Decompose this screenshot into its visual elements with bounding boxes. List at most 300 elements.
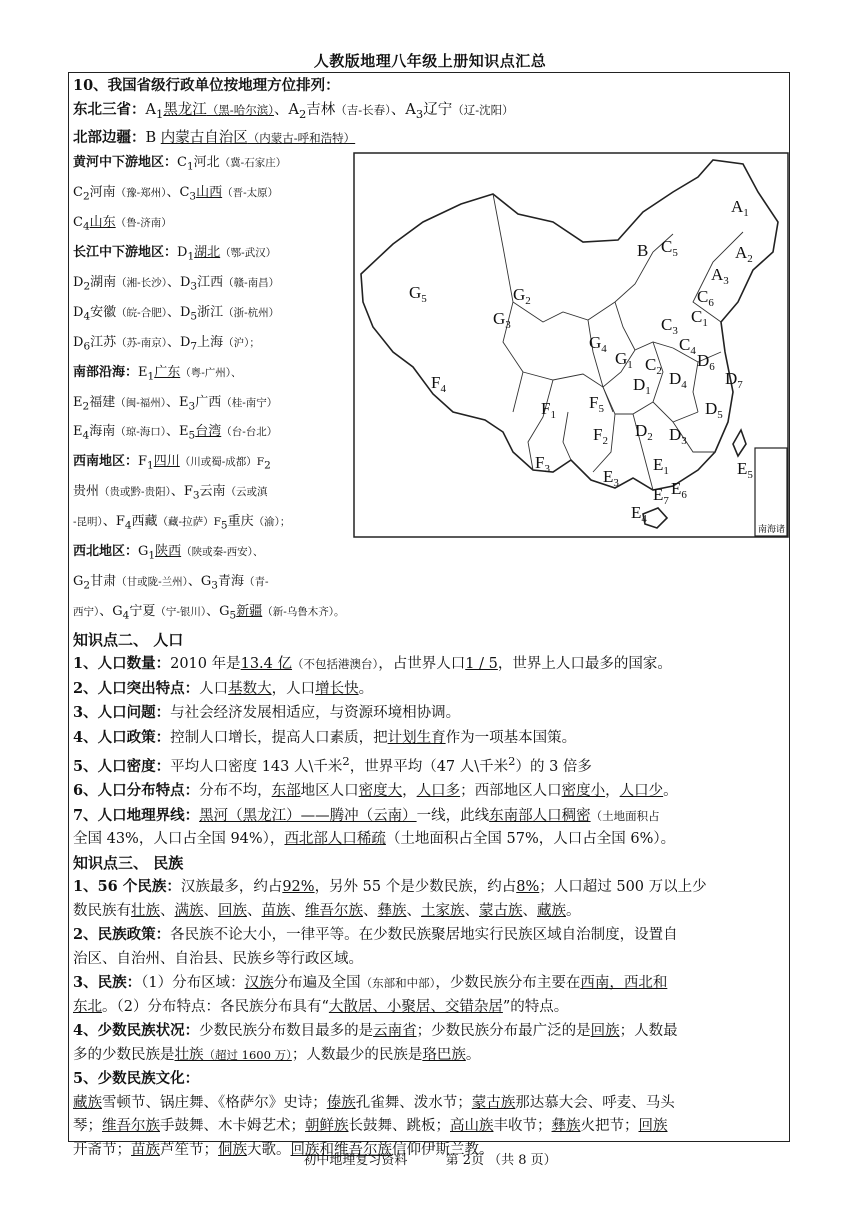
text-segment: 青海: [217, 573, 244, 589]
map-label-part: 3: [723, 275, 729, 287]
text-segment: 北部边疆：: [73, 128, 146, 146]
map-label-part: E: [671, 479, 682, 498]
text-line: [73, 875, 788, 900]
text-segment: 蒙古族: [471, 1094, 516, 1111]
text-segment: C: [177, 155, 187, 171]
text-segment: 5、少数民族文化：: [73, 1070, 200, 1088]
map-label-part: 1: [627, 359, 633, 371]
text-segment: 信仰伊斯兰教。: [392, 1141, 494, 1158]
text-segment: 少数民族分布数目最多的是: [199, 1023, 374, 1040]
text-segment: （皖-合肥）: [116, 306, 167, 319]
text-segment: 3、民族：: [73, 974, 142, 992]
text-segment: 、F: [102, 514, 125, 530]
text-segment: 4、少数民族状况：: [73, 1022, 200, 1040]
text-segment: ）的 3 倍多: [515, 758, 592, 775]
text-segment: 四川: [153, 454, 180, 470]
map-label-part: 4: [690, 345, 696, 357]
text-line: [73, 948, 788, 972]
map-label-part: D: [669, 425, 682, 444]
text-segment: 治区、自治州、自治县、民族乡等行政区域。: [73, 950, 363, 967]
text-segment: （黑-哈尔滨）: [206, 102, 274, 117]
text-segment: 各民族不论大小，一律平等。在少数民族聚居地实行民族区域自治制度，设置自: [170, 927, 678, 944]
text-segment: ”的特点。: [502, 998, 569, 1015]
text-line: [73, 779, 788, 804]
map-label-part: 3: [505, 319, 511, 331]
text-line: [73, 539, 355, 569]
map-label-part: 6: [709, 361, 715, 373]
map-label-part: G: [409, 283, 422, 302]
text-segment: ；人数最少的民族是: [291, 1046, 423, 1063]
text-segment: 、A: [390, 101, 416, 118]
text-segment: B: [145, 129, 161, 146]
text-segment: 、F: [170, 484, 193, 500]
text-line: [73, 569, 355, 599]
section-10-title: 10、我国省级行政单位按地理方位排列：: [73, 77, 340, 94]
footer-title: 初中地理复习资料: [303, 1153, 408, 1168]
text-segment: E: [73, 424, 83, 440]
text-line: [73, 1067, 788, 1092]
map-label-part: D: [697, 351, 710, 370]
text-segment: D: [177, 245, 188, 261]
text-segment: 1、人口数量：: [73, 655, 171, 673]
text-line: [73, 1092, 788, 1116]
text-segment: 彝族: [377, 902, 407, 919]
text-line: [73, 419, 355, 449]
text-segment: 、: [160, 902, 175, 919]
text-line: [73, 240, 355, 270]
text-segment: 朝鲜族: [305, 1118, 349, 1135]
text-segment: （土地面积占全国 57%，人口占全国 6%）。: [385, 831, 676, 848]
map-label-part: G: [589, 333, 602, 352]
text-segment: 黑龙江: [163, 101, 207, 118]
map-label-part: 3: [613, 477, 619, 489]
text-segment: （鄂-武汉）: [220, 247, 277, 260]
text-segment: 密度大: [358, 783, 403, 800]
text-segment: 2010 年是: [170, 656, 241, 673]
text-segment: 、: [464, 902, 479, 919]
text-segment: （豫-郑州）: [115, 187, 167, 200]
region-list: [73, 150, 355, 628]
map-label-part: 6: [708, 297, 714, 309]
map-label-part: F: [541, 399, 551, 418]
map-label-part: 5: [598, 403, 604, 415]
text-segment: 琴；: [73, 1118, 102, 1135]
map-label-part: A: [735, 243, 748, 262]
text-segment: A: [145, 101, 156, 118]
section-ethnic-title: 知识点三、 民族: [73, 853, 184, 872]
map-label-part: 1: [645, 385, 651, 397]
text-segment: 东北三省：: [73, 100, 146, 118]
text-segment: 大歌。: [247, 1141, 291, 1158]
text-segment: ，人口: [271, 680, 316, 697]
text-line: [73, 996, 788, 1020]
text-segment: （宁-银川）: [155, 605, 207, 618]
text-segment: （川或蜀-成都）F: [179, 456, 265, 469]
text-segment: 壮族: [131, 902, 160, 919]
text-segment: ；人数最: [619, 1023, 678, 1040]
text-segment: （青-: [244, 575, 269, 588]
map-label-part: 4: [601, 343, 607, 355]
map-label-part: F: [589, 393, 599, 412]
text-segment: 东部: [271, 783, 301, 800]
text-segment: 、E: [166, 424, 189, 440]
text-segment: 与社会经济发展相适应，与资源环境相协调。: [170, 705, 461, 722]
text-segment: （赣-南昌）: [223, 276, 280, 289]
text-segment: （苏-南京）: [116, 336, 167, 349]
text-segment: 密度小: [561, 783, 606, 800]
text-segment: 。: [358, 680, 374, 697]
text-segment: G: [138, 543, 149, 559]
text-segment: （云或滇: [225, 486, 268, 499]
text-line: [73, 300, 355, 330]
page-header: 人教版地理八年级上册知识点汇总: [313, 52, 547, 70]
map-label-part: 2: [525, 295, 531, 307]
text-segment: 92%: [282, 879, 315, 896]
text-line: [73, 652, 788, 677]
text-segment: 2: [342, 754, 350, 769]
text-segment: （鲁-济南）: [115, 217, 172, 230]
text-segment: 2: [83, 579, 91, 592]
text-segment: 高山族: [450, 1118, 494, 1135]
text-segment: 、G: [206, 603, 230, 619]
text-segment: 13.4 亿: [240, 656, 293, 673]
text-segment: （琼-海口）: [115, 426, 167, 439]
text-segment: 3、人口问题：: [73, 704, 171, 722]
text-segment: 4: [124, 519, 132, 532]
map-label-part: 1: [743, 207, 749, 219]
map-label-part: 1: [702, 317, 708, 329]
text-segment: 西藏: [131, 514, 158, 530]
text-segment: 1 / 5: [465, 656, 498, 673]
text-segment: 、: [363, 902, 378, 919]
map-label-part: A: [711, 265, 724, 284]
text-segment: 增长快: [315, 680, 359, 697]
text-line: [73, 390, 355, 420]
text-segment: 手鼓舞、木卡姆艺术；: [160, 1118, 305, 1135]
text-segment: 。: [465, 1046, 481, 1063]
text-segment: 大散居、小聚居、交错杂居: [328, 998, 503, 1015]
text-segment: 西南，西北和: [580, 975, 668, 992]
text-segment: 开斋节；: [73, 1141, 131, 1158]
text-segment: 4: [82, 220, 90, 233]
inset-label: 南海诸: [758, 524, 786, 534]
text-segment: 4: [82, 430, 90, 442]
text-segment: 广西: [195, 394, 222, 410]
text-segment: 1: [147, 370, 155, 383]
text-segment: 长江中下游地区：: [73, 245, 178, 261]
text-segment: 维吾尔族: [102, 1118, 160, 1135]
text-segment: 湖北: [194, 245, 221, 261]
text-segment: 彝族: [551, 1118, 581, 1135]
map-label-part: C: [679, 335, 691, 354]
text-segment: 2、民族政策：: [73, 926, 171, 944]
china-province-map: [353, 152, 789, 538]
text-line: [73, 150, 355, 180]
map-label-part: 4: [440, 383, 446, 395]
text-segment: （超过 1600 万）: [203, 1047, 292, 1062]
map-label-part: D: [705, 399, 718, 418]
north-line: [73, 126, 788, 151]
text-segment: 山西: [196, 185, 223, 201]
text-segment: 全国 43%，人口占全国 94%），: [73, 831, 285, 848]
text-segment: （藏-拉萨）F: [157, 516, 221, 529]
text-segment: 傣族: [326, 1094, 356, 1111]
text-segment: D: [73, 274, 84, 290]
text-segment: 福建: [89, 394, 116, 410]
text-segment: （1）分布区域：: [141, 975, 245, 992]
text-segment: ，: [605, 783, 620, 800]
map-label-part: 3: [544, 463, 550, 475]
text-segment: 河北: [193, 155, 220, 171]
text-segment: （甘或陇-兰州）: [116, 575, 188, 588]
text-segment: 土家族: [421, 902, 465, 919]
text-segment: 苗族: [131, 1141, 160, 1158]
map-label-part: 2: [747, 253, 753, 265]
text-segment: 宁夏: [129, 603, 156, 619]
text-segment: （台-台北）: [221, 426, 278, 439]
map-label-part: F: [431, 373, 441, 392]
text-segment: 5、人口密度：: [73, 757, 171, 775]
text-segment: 1: [186, 160, 194, 173]
text-segment: 7: [190, 340, 198, 353]
text-segment: （内蒙古-呼和浩特）: [247, 130, 356, 145]
text-segment: 广东: [154, 364, 181, 380]
text-segment: 4: [83, 310, 91, 323]
text-segment: 3: [211, 579, 218, 592]
text-segment: （渝）；: [253, 516, 291, 529]
map-label-part: C: [661, 237, 673, 256]
map-label-part: D: [633, 375, 646, 394]
text-segment: （新-乌鲁木齐）。: [262, 605, 345, 618]
text-line: [73, 180, 355, 210]
text-segment: E: [138, 364, 148, 380]
text-segment: ，占世界人口: [378, 656, 466, 673]
text-segment: 南部沿海：: [73, 364, 139, 380]
text-segment: 雪顿节、锅庄舞、《格萨尔》史诗；: [102, 1094, 327, 1111]
text-segment: （吉-长春）: [335, 102, 391, 117]
text-segment: 那达慕大会、呼麦、马头: [515, 1094, 675, 1111]
text-segment: D: [73, 334, 84, 350]
text-segment: 江苏: [90, 334, 117, 350]
page-footer: [0, 1149, 860, 1168]
footer-page: 第 2页 （共 8 页）: [445, 1153, 557, 1168]
text-line: [73, 270, 355, 300]
text-segment: （晋-太原）: [222, 187, 279, 200]
map-label-part: C: [645, 355, 657, 374]
text-segment: 2: [83, 280, 91, 293]
text-segment: F: [138, 454, 148, 470]
text-segment: 2、人口突出特点：: [73, 679, 200, 697]
text-line: [73, 701, 788, 726]
text-segment: 数民族有: [73, 902, 131, 919]
map-label-part: 3: [681, 435, 687, 447]
text-segment: 地区人口: [300, 783, 359, 800]
map-label-part: 2: [647, 431, 653, 443]
text-segment: C: [73, 185, 83, 201]
text-segment: ，世界平均（47 人\千米: [349, 758, 509, 775]
text-line: [73, 330, 355, 360]
text-segment: 重庆: [227, 514, 254, 530]
text-line: [73, 479, 355, 509]
text-segment: 、: [522, 902, 537, 919]
text-segment: 6: [83, 340, 91, 353]
text-segment: G: [73, 573, 84, 589]
map-label-part: 5: [747, 469, 753, 481]
map-label-part: E: [653, 455, 664, 474]
map-label-part: E: [737, 459, 748, 478]
text-segment: 、: [247, 902, 262, 919]
text-segment: 1: [147, 459, 154, 472]
text-segment: 6、人口分布特点：: [73, 782, 200, 800]
text-segment: 满族: [174, 902, 204, 919]
northeast-line: [73, 98, 788, 126]
text-segment: 汉族最多，约占: [180, 879, 283, 896]
text-segment: 云南: [199, 484, 226, 500]
text-line: [73, 900, 788, 924]
text-segment: 苗族: [261, 902, 291, 919]
text-segment: 浙江: [197, 304, 224, 320]
text-segment: 、A: [273, 101, 299, 118]
map-label-part: 3: [672, 325, 678, 337]
text-segment: （湘-长沙）: [116, 276, 167, 289]
text-line: [73, 828, 788, 852]
text-segment: 东南部人口稠密: [489, 807, 591, 824]
text-segment: 云南省: [373, 1023, 417, 1040]
text-segment: 贵州: [73, 484, 100, 500]
text-segment: ；西部地区人口: [460, 783, 562, 800]
text-segment: 、: [290, 902, 305, 919]
text-segment: 5: [229, 609, 237, 622]
text-segment: 西宁）: [73, 605, 100, 618]
text-segment: （辽-沈阳）: [452, 102, 514, 117]
map-label-b: B: [637, 241, 649, 260]
text-segment: 3: [188, 400, 196, 413]
map-label-part: C: [691, 307, 703, 326]
text-line: [73, 750, 788, 779]
map-label-part: D: [635, 421, 648, 440]
text-segment: 人口: [199, 680, 229, 697]
text-segment: 、: [203, 902, 218, 919]
text-segment: 壮族: [174, 1046, 204, 1063]
text-segment: 3: [415, 106, 424, 121]
text-segment: （粤-广州）、: [180, 366, 242, 379]
text-segment: 回族: [638, 1118, 668, 1135]
text-line: [73, 726, 788, 751]
text-segment: 。（2）分布特点：各民族分布具有“: [102, 998, 329, 1015]
text-segment: 侗族: [218, 1141, 247, 1158]
text-segment: 1: [187, 250, 195, 263]
text-segment: 控制人口增长，提高人口素质，把: [170, 729, 388, 746]
text-segment: 一线，此线: [416, 807, 490, 824]
text-segment: 7、人口地理界线：: [73, 806, 200, 824]
text-segment: （陕或秦-西安）、: [181, 545, 264, 558]
text-segment: ，另外 55 个是少数民族，约占: [314, 879, 517, 896]
text-segment: 东北: [73, 998, 102, 1015]
text-line: [73, 804, 788, 829]
text-segment: 安徽: [90, 304, 117, 320]
text-segment: 西北地区：: [73, 543, 139, 559]
text-segment: 回族和维吾尔族: [290, 1141, 392, 1158]
map-label-part: 6: [681, 489, 687, 501]
text-segment: （闽-福州）: [115, 396, 167, 409]
text-segment: 甘肃: [90, 573, 117, 589]
text-segment: （冀-石家庄）: [219, 157, 287, 170]
map-label-part: G: [493, 309, 506, 328]
text-segment: 汉族: [244, 975, 274, 992]
map-label-part: 2: [602, 435, 608, 447]
text-segment: 孔雀舞、泼水节；: [355, 1094, 472, 1111]
text-segment: C: [73, 215, 83, 231]
text-segment: 5: [220, 519, 228, 532]
text-segment: 4、人口政策：: [73, 728, 171, 746]
text-segment: 西北部人口稀疏: [284, 831, 386, 848]
map-label-part: D: [669, 369, 682, 388]
text-segment: 分布遍及全国: [273, 975, 361, 992]
text-segment: 2: [298, 106, 307, 121]
text-segment: 2: [82, 400, 90, 413]
text-segment: 5: [190, 310, 198, 323]
text-segment: 4: [122, 609, 130, 622]
text-line: [73, 210, 355, 240]
map-label-part: F: [593, 425, 603, 444]
text-segment: 湖南: [90, 274, 117, 290]
text-segment: 丰收节；: [493, 1118, 552, 1135]
text-segment: 珞巴族: [422, 1046, 466, 1063]
text-segment: ；少数民族分布最广泛的是: [416, 1023, 591, 1040]
text-segment: ，少数民族分布主要在: [435, 975, 581, 992]
text-segment: 黄河中下游地区：: [73, 155, 178, 171]
text-segment: 人口多: [416, 783, 461, 800]
text-segment: 山东: [89, 215, 116, 231]
text-segment: 、D: [166, 334, 191, 350]
text-line: [73, 1044, 788, 1068]
section-population-title: 知识点二、 人口: [73, 630, 184, 649]
text-line: [73, 677, 788, 702]
map-label-part: E: [653, 485, 664, 504]
text-segment: 藏族: [73, 1094, 102, 1111]
map-label-part: 2: [656, 365, 662, 377]
text-line: [73, 509, 355, 539]
text-segment: 2: [82, 190, 90, 203]
text-segment: 台湾: [195, 424, 222, 440]
text-segment: 芦笙节；: [160, 1141, 218, 1158]
text-segment: ；人口超过 500 万以上少: [539, 879, 707, 896]
text-segment: 藏族: [537, 902, 566, 919]
map-label-part: G: [615, 349, 628, 368]
text-segment: 3: [189, 190, 197, 203]
text-segment: 1: [155, 106, 164, 121]
text-segment: 2: [508, 754, 516, 769]
text-line: [73, 1019, 788, 1044]
text-segment: 蒙古族: [479, 902, 523, 919]
text-segment: 长鼓舞、跳板；: [348, 1118, 450, 1135]
text-segment: 3: [190, 280, 198, 293]
text-segment: （桂-南宁）: [221, 396, 278, 409]
text-segment: ，: [402, 783, 417, 800]
text-segment: 黑河（黑龙江）——腾冲（云南）: [199, 807, 417, 824]
text-segment: 作为一项基本国策。: [445, 729, 577, 746]
text-segment: 、D: [166, 274, 191, 290]
text-segment: 回族: [590, 1023, 620, 1040]
text-segment: 上海: [197, 334, 224, 350]
map-label-part: E: [603, 467, 614, 486]
map-label-part: 5: [672, 247, 678, 259]
text-line: [73, 1115, 788, 1139]
text-segment: 人口少: [619, 783, 664, 800]
map-label-part: G: [513, 285, 526, 304]
text-segment: 、D: [166, 304, 191, 320]
text-segment: （贵或黔-贵阳）: [99, 486, 171, 499]
